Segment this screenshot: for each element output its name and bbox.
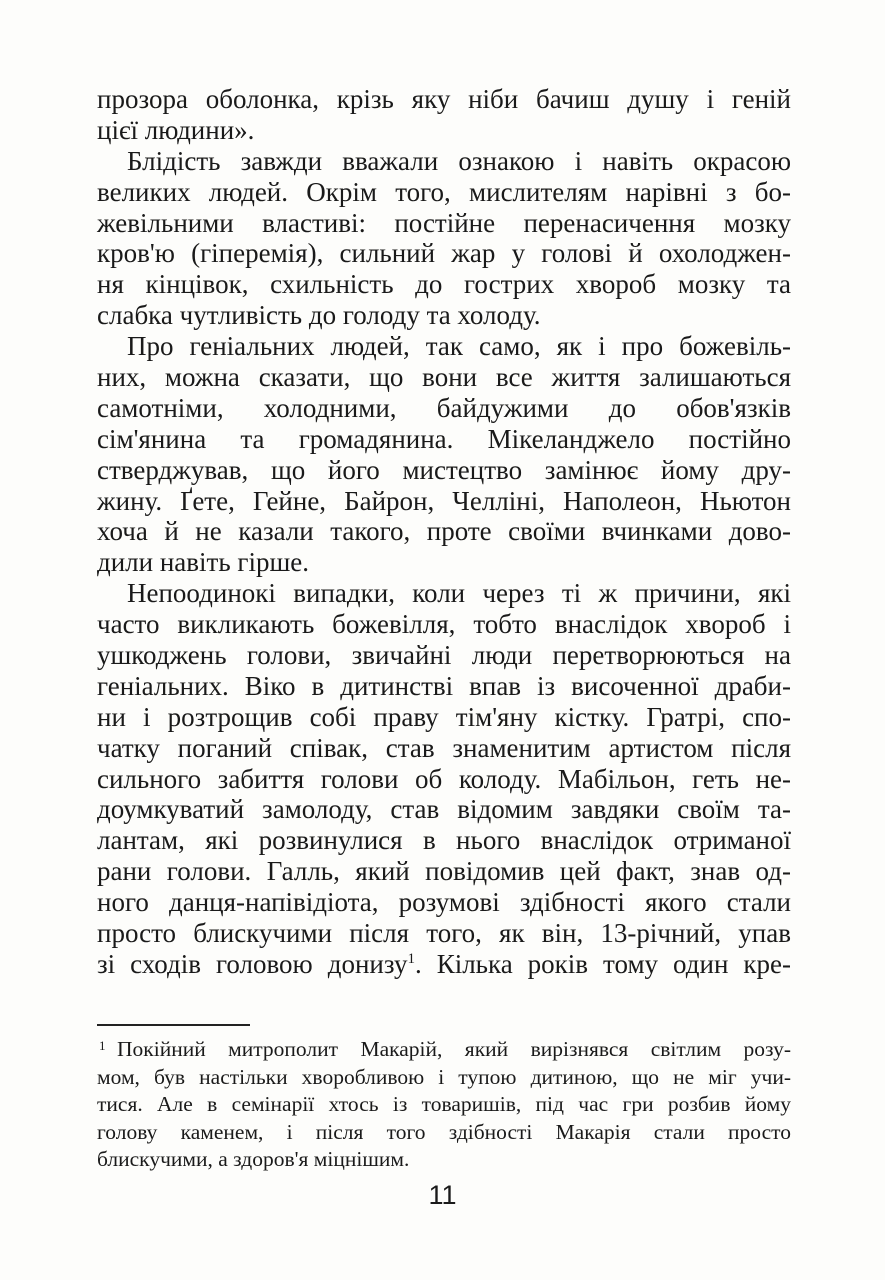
- text-line: дили навіть гірше.: [97, 547, 310, 578]
- footnote-mark: 1: [99, 1038, 106, 1053]
- text-line: ня кінцівок, схильність до гострих хвороб мозку та: [97, 269, 791, 300]
- text-line: жину. Ґете, Гейне, Байрон, Челліні, Наполеон, Ньютон: [97, 485, 791, 516]
- text-line: кров'ю (гіперемія), сильний жар у голові й охолоджен-: [97, 238, 791, 269]
- text-line: ушкоджень голови, звичайні люди перетворюються на: [97, 640, 791, 671]
- text-line: сильного забиття голови об колоду. Мабільон, геть не-: [97, 763, 791, 794]
- text-line: ни і розтрощив собі праву тім'яну кістку. Гратрі, спо-: [97, 701, 791, 732]
- text-line: сім'янина та громадянина. Мікеланджело постійно: [97, 423, 791, 454]
- footnote-line: голову каменем, і після того здібності Макарія стали просто: [97, 1119, 791, 1144]
- text-fragment: зі сходів головою донизу: [97, 948, 408, 979]
- text-line: часто викликають божевілля, тобто внаслідок хвороб і: [97, 609, 791, 640]
- text-fragment: Покійний митрополит Макарій, який вирізнявся світлим розу-: [117, 1037, 791, 1061]
- text-line: цієї людини».: [97, 114, 255, 145]
- footnote-divider: [97, 1024, 250, 1026]
- text-line: доумкуватий замолоду, став відомим завдяки своїм та-: [97, 794, 791, 825]
- text-line: стверджував, що його мистецтво замінює йому дру-: [97, 454, 791, 485]
- text-line: рани голови. Галль, який повідомив цей факт, знав од-: [97, 856, 791, 887]
- text-line: слабка чутливість до голоду та холоду.: [97, 300, 541, 331]
- text-line: Блідість завжди вважали ознакою і навіть окрасою: [127, 145, 791, 176]
- text-line: геніальних. Віко в дитинстві впав із височенної драби-: [97, 670, 791, 701]
- footnote-line: мом, був настільки хворобливою і тупою дитиною, що не міг учи-: [97, 1064, 791, 1089]
- text-fragment: . Кілька років тому один кре-: [414, 948, 791, 979]
- text-line: чатку поганий співак, став знаменитим артистом після: [97, 732, 791, 763]
- text-line: [97, 949, 791, 980]
- body-text: [97, 84, 791, 980]
- text-line: лантам, які розвинулися в нього внаслідок отриманої: [97, 825, 791, 856]
- text-line: хоча й не казали такого, проте своїми вчинками дово-: [97, 516, 791, 547]
- text-line: самотніми, холодними, байдужими до обов'язків: [97, 392, 791, 423]
- text-line: жевільними властиві: постійне перенасичення мозку: [97, 207, 791, 238]
- footnote-line: блискучими, а здоров'я міцнішим.: [97, 1147, 410, 1172]
- text-line: великих людей. Окрім того, мислителям нарівні з бо-: [97, 176, 791, 207]
- text-line: них, можна сказати, що вони все життя залишаються: [97, 362, 791, 393]
- footnote-line: тися. Але в семінарії хтось із товаришів, під час гри розбив йому: [97, 1092, 791, 1117]
- text-line: просто блискучими після того, як він, 13-річний, упав: [97, 918, 791, 949]
- footnote-reference[interactable]: 1: [407, 950, 415, 967]
- footnote: [97, 1036, 791, 1174]
- page-number: 11: [428, 1180, 457, 1210]
- text-line: Непоодинокі випадки, коли через ті ж причини, які: [127, 578, 791, 609]
- footnote-line: [97, 1036, 791, 1064]
- text-line: прозора оболонка, крізь яку ніби бачиш душу і геній: [97, 84, 791, 114]
- text-line: Про геніальних людей, так само, як і про божевіль-: [127, 331, 791, 362]
- text-line: ного данця-напівідіота, розумові здібності якого стали: [97, 887, 791, 918]
